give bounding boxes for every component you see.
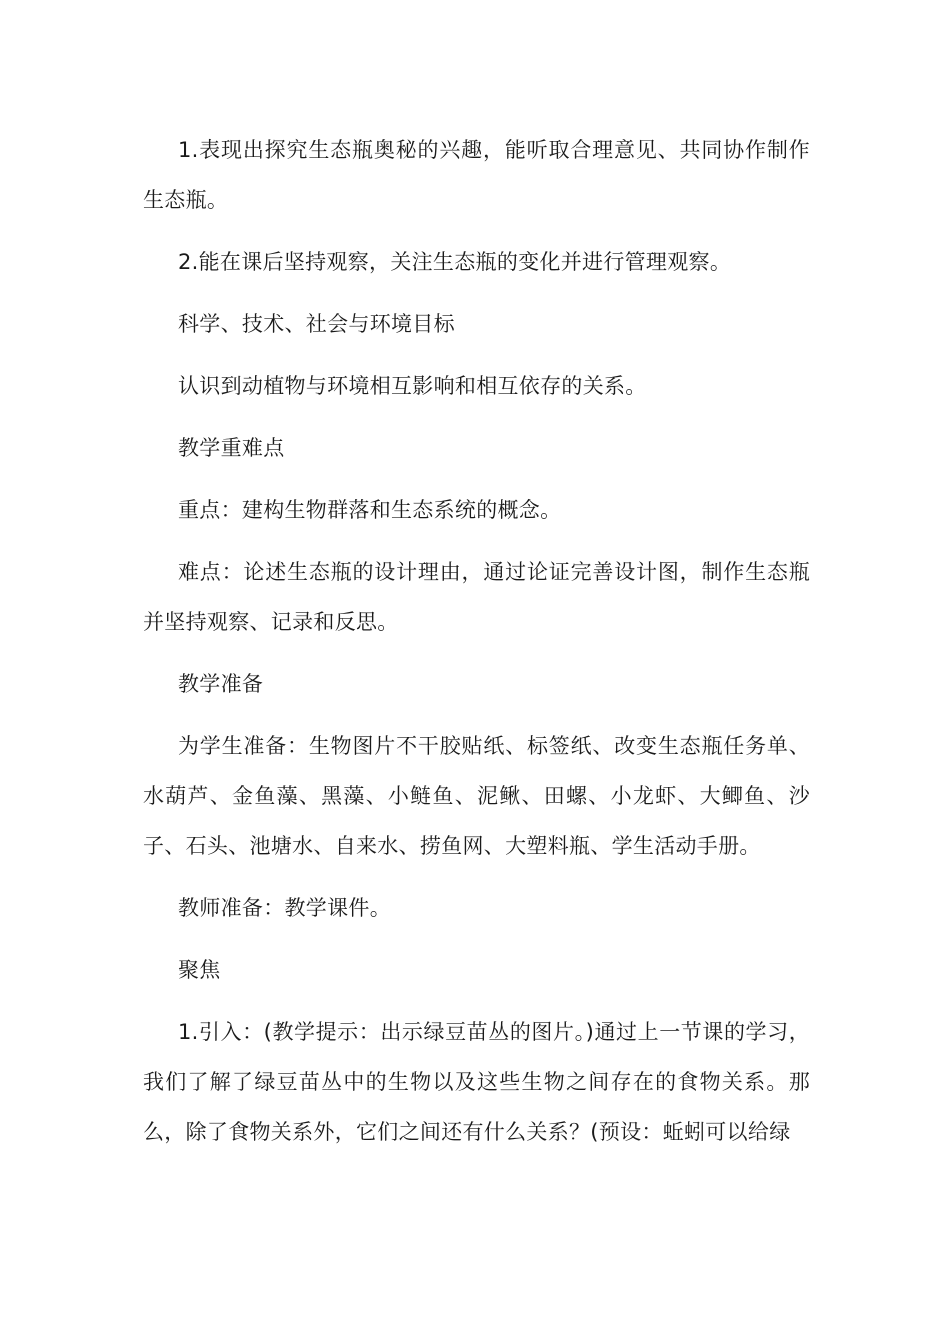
paragraph-attitude-goal-1: 1.表现出探究生态瓶奥秘的兴趣，能听取合理意见、共同协作制作生态瓶。 <box>143 138 810 212</box>
paragraph-teacher-preparation: 教师准备：教学课件。 <box>178 896 391 920</box>
paragraph-key-point: 重点：建构生物群落和生态系统的概念。 <box>178 498 562 522</box>
paragraph-stse-goal: 认识到动植物与环境相互影响和相互依存的关系。 <box>178 374 647 398</box>
paragraph-difficult-point: 难点：论述生态瓶的设计理由，通过论证完善设计图，制作生态瓶并坚持观察、记录和反思。 <box>143 560 810 634</box>
heading-key-difficult-points: 教学重难点 <box>178 436 285 460</box>
heading-stse-goal: 科学、技术、社会与环境目标 <box>178 312 455 336</box>
heading-teaching-preparation: 教学准备 <box>178 672 264 696</box>
document-page <box>143 125 810 1169</box>
heading-focus: 聚焦 <box>178 958 221 982</box>
paragraph-student-preparation: 为学生准备：生物图片不干胶贴纸、标签纸、改变生态瓶任务单、水葫芦、金鱼藻、黑藻、小鲢鱼、泥鳅、田螺、小龙虾、大鲫鱼、沙子、石头、池塘水、自来水、捞鱼网、大塑料瓶、学生活动手册。 <box>143 734 810 858</box>
paragraph-introduction: 1.引入：(教学提示：出示绿豆苗丛的图片。)通过上一节课的学习，我们了解了绿豆苗丛中的生物以及这些生物之间存在的食物关系。那么，除了食物关系外，它们之间还有什么关系？(预设：蚯蚓可以给绿 <box>143 1020 810 1144</box>
paragraph-attitude-goal-2: 2.能在课后坚持观察，关注生态瓶的变化并进行管理观察。 <box>178 250 732 274</box>
